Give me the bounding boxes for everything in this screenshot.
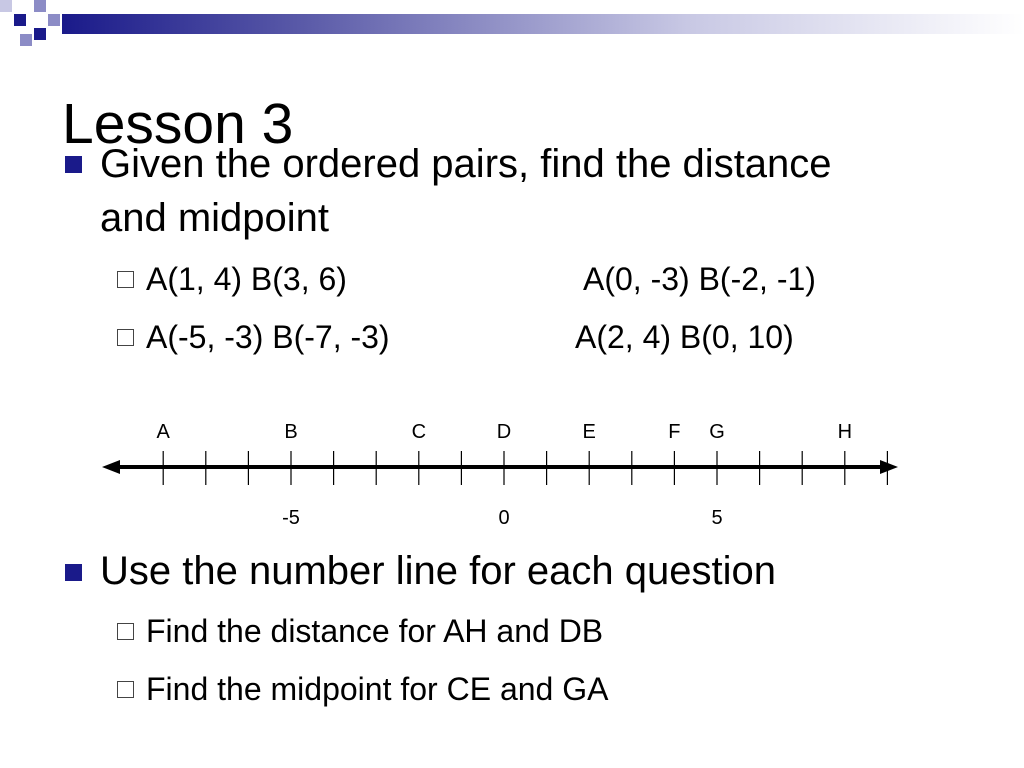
hollow-square-bullet-icon bbox=[117, 681, 134, 698]
left-arrow-icon bbox=[102, 460, 120, 474]
number-line-axis bbox=[102, 460, 898, 474]
header-square-4 bbox=[34, 28, 46, 40]
header-square-2 bbox=[34, 0, 46, 12]
question-item-2: Find the midpoint for CE and GA bbox=[146, 671, 609, 707]
pairs-item-1-left: A(1, 4) B(3, 6) bbox=[146, 261, 347, 297]
slide-title: Lesson 3 bbox=[62, 92, 294, 156]
header-gradient-bar bbox=[62, 14, 1024, 34]
right-arrow-icon bbox=[880, 460, 898, 474]
number-line bbox=[0, 405, 1024, 535]
header-square-5 bbox=[20, 34, 32, 46]
hollow-square-bullet-icon bbox=[117, 329, 134, 346]
tick-label: 0 bbox=[498, 507, 510, 529]
point-label-e: E bbox=[582, 421, 596, 443]
tick-label: 5 bbox=[711, 507, 723, 529]
point-label-c: C bbox=[411, 421, 427, 443]
hollow-square-bullet-icon bbox=[117, 271, 134, 288]
decorative-header-band bbox=[0, 0, 1024, 48]
number-line-tick-labels bbox=[282, 507, 722, 529]
bullet-1-line-1: Given the ordered pairs, find the distance bbox=[100, 142, 832, 186]
tick-label: -5 bbox=[282, 507, 300, 529]
filled-square-bullet-icon bbox=[65, 564, 82, 581]
number-line-point-labels bbox=[157, 421, 852, 443]
point-label-f: F bbox=[668, 421, 681, 443]
point-label-a: A bbox=[156, 421, 170, 443]
point-label-g: G bbox=[709, 421, 725, 443]
bullet-2-text: Use the number line for each question bbox=[100, 549, 776, 593]
point-label-h: H bbox=[837, 421, 853, 443]
header-square-3 bbox=[48, 14, 60, 26]
point-label-b: B bbox=[284, 421, 298, 443]
point-label-d: D bbox=[496, 421, 512, 443]
header-square-6 bbox=[0, 0, 12, 12]
hollow-square-bullet-icon bbox=[117, 623, 134, 640]
bullet-1-line-2: and midpoint bbox=[100, 196, 330, 240]
filled-square-bullet-icon bbox=[65, 156, 82, 173]
pairs-item-1-right: A(0, -3) B(-2, -1) bbox=[583, 261, 816, 297]
pairs-item-2-right: A(2, 4) B(0, 10) bbox=[575, 319, 794, 355]
pairs-item-2-left: A(-5, -3) B(-7, -3) bbox=[146, 319, 390, 355]
question-item-1: Find the distance for AH and DB bbox=[146, 613, 604, 649]
header-square-1 bbox=[14, 14, 26, 26]
